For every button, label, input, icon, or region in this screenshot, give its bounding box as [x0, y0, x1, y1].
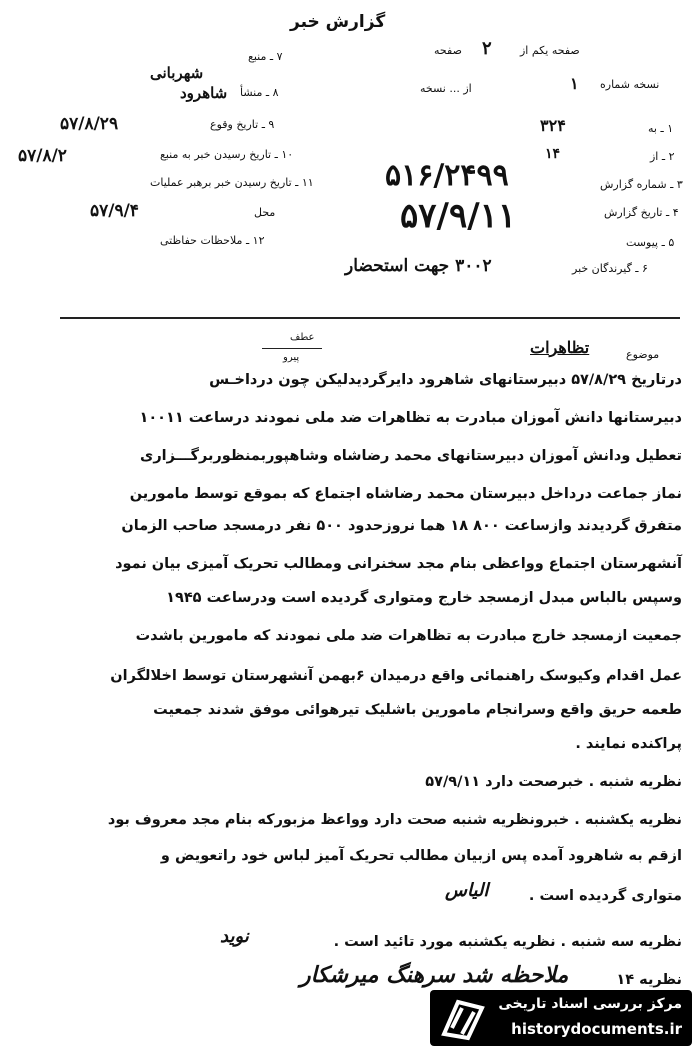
opinion-sunday-end: متواری گردیده است .	[528, 888, 682, 904]
field-label-location: محل	[254, 206, 276, 219]
archive-logo-icon	[438, 994, 488, 1042]
field-label-report-date: ۴ ـ تاریخ گزارش	[604, 206, 679, 219]
body-line: پراکنده نمایند .	[575, 736, 682, 752]
body-line: طعمه حریق واقع وسرانجام مامورین باشلیک تیرهوائی موفق شدند جمعیت	[153, 702, 682, 718]
field-suffix-copy: از ... نسخه	[420, 82, 472, 95]
body-line: وسپس بالباس مبدل ازمسجد خارج ومتواری گردیده است ودرساعت ۱۹۴۵	[166, 590, 682, 606]
body-line: درتاریخ ۵۷/۸/۲۹ دبیرستانهای شاهرود دایرگردیدلیکن چون درداخـس	[209, 372, 682, 388]
body-line: آنشهرستان اجتماع وواعظی بنام مجد سخنرانی ومطالب تحریک آمیزی بیان نمود	[115, 556, 682, 572]
field-value-from: ۱۴	[545, 146, 561, 162]
reference-label: عطف	[290, 332, 315, 343]
watermark-stamp	[430, 990, 692, 1046]
field-value-occurrence-date: ۵۷/۸/۲۹	[60, 114, 119, 134]
field-suffix-page: صفحه	[434, 44, 462, 57]
report-title: گزارش خبر	[290, 12, 386, 32]
field-label-to: ۱ ـ به	[648, 122, 674, 135]
tuesday-signature: نوید	[220, 926, 249, 947]
body-line: نماز جماعت درداخل دبیرستان محمد رضاشاه اجتماع که بموقع توسط مامورین	[129, 486, 682, 502]
field-value-location: ۵۷/۹/۴	[90, 201, 139, 221]
opinion-sunday: نظریه یکشنبه . خبرونظریه شنبه صحت دارد وواعظ مزبورکه بنام مجد معروف بود	[107, 812, 682, 828]
field-value-origin: شاهرود	[180, 84, 228, 102]
opinion-sunday-cont: ازقم به شاهرود آمده پس ازبیان مطالب تحریک آمیز لباس خود راتعویض و	[160, 848, 682, 864]
body-line: متفرق گردیدند وازساعت ۸۰۰ ۱۸ هما نروزحدود ۵۰۰ نفر درمسجد صاحب الزمان	[121, 518, 682, 534]
opinion-saturday: نظریه شنبه . خبرصحت دارد ۵۷/۹/۱۱	[425, 774, 682, 790]
field-label-source: ۷ ـ منبع	[248, 50, 283, 63]
handwritten-bottom-note: ملاحظه شد سرهنگ میرشکار	[300, 962, 569, 988]
field-value-to: ۳۲۴	[540, 116, 566, 135]
subject-value: تظاهرات	[530, 338, 590, 357]
field-value-report-date: ۵۷/۹/۱۱	[400, 196, 517, 236]
field-label-page: صفحه یکم از	[520, 44, 580, 57]
field-label-received-ops: ۱۱ ـ تاریخ رسیدن خبر برهبر عملیات	[150, 176, 314, 189]
body-line: جمعیت ازمسجد خارج مبادرت به تظاهرات ضد ملی نمودند که مامورین باشدت	[135, 628, 682, 644]
watermark-url: historydocuments.ir	[511, 1020, 682, 1038]
field-label-occurrence-date: ۹ ـ تاریخ وقوع	[210, 118, 275, 131]
field-label-copy: نسخه شماره	[600, 78, 660, 91]
opinion-fourteen: نظریه ۱۴	[616, 972, 682, 988]
body-line: دبیرستانها دانش آموزان مبادرت به تظاهرات ضد ملی نمودند درساعت ۱۰۰۱۱	[139, 410, 682, 426]
field-label-security-notes: ۱۲ ـ ملاحظات حفاظتی	[160, 234, 265, 247]
body-line: عمل اقدام وکیوسک راهنمائی واقع درمیدان ۶بهمن آنشهرستان توسط اخلالگران	[110, 668, 682, 684]
field-value-page: ۲	[482, 38, 492, 59]
field-value-copy: ۱	[570, 74, 579, 93]
sunday-signature: الیاس	[445, 880, 489, 901]
field-label-from: ۲ ـ از	[650, 150, 675, 163]
header-divider	[60, 317, 680, 319]
opinion-tuesday: نظریه سه شنبه . نظریه یکشنبه مورد تائید است .	[333, 934, 682, 950]
field-label-origin: ۸ ـ منشأ	[240, 86, 279, 99]
field-label-attachment: ۵ ـ پیوست	[626, 236, 675, 249]
field-value-source: شهربانی	[150, 64, 204, 82]
followup-label: پیرو	[283, 352, 300, 363]
reference-divider	[262, 348, 322, 349]
field-value-received-source: ۵۷/۸/۲	[18, 146, 67, 166]
field-value-recipients: ۳۰۰۲ جهت استحضار	[345, 256, 492, 276]
subject-label: موضوع	[626, 348, 660, 361]
field-label-report-number: ۳ ـ شماره گزارش	[600, 178, 683, 191]
watermark-org: مرکز بررسی اسناد تاریخی	[498, 996, 682, 1012]
field-label-received-source: ۱۰ ـ تاریخ رسیدن خبر به منبع	[160, 148, 294, 161]
body-line: تعطیل ودانش آموزان دبیرستانهای محمد رضاشاه وشاهپوربمنظوربرگـــزاری	[140, 448, 682, 464]
field-label-recipients: ۶ ـ گیرندگان خبر	[572, 262, 648, 275]
field-value-report-number: ۵۱۶/۲۴۹۹	[385, 158, 509, 193]
